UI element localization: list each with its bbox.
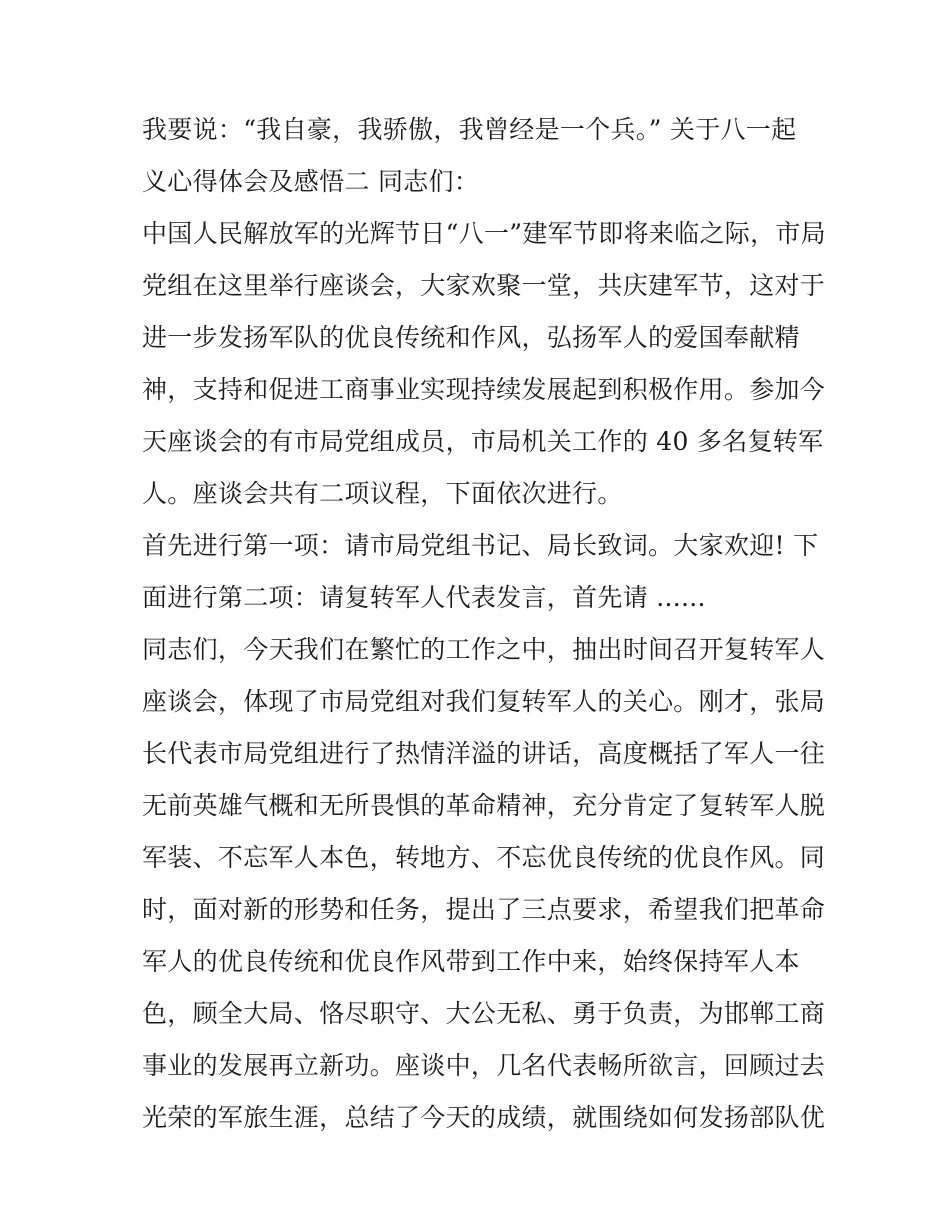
text-line: 党组在这里举行座谈会，大家欢聚一堂，共庆建军节，这对于	[142, 271, 826, 300]
text-line: 我要说：“我自豪，我骄傲，我曾经是一个兵。” 关于八一起	[142, 115, 797, 144]
text-line: 军人的优良传统和优良作风带到工作中来，始终保持军人本	[142, 947, 800, 976]
text-line: 时，面对新的形势和任务，提出了三点要求，希望我们把革命	[142, 895, 826, 924]
text-line: 色，顾全大局、恪尽职守、大公无私、勇于负责，为邯郸工商	[142, 999, 826, 1028]
text-line: 进一步发扬军队的优良传统和作风，弘扬军人的爱国奉献精	[142, 323, 800, 352]
text-line: 无前英雄气概和无所畏惧的革命精神，充分肯定了复转军人脱	[142, 791, 826, 820]
text-line: 天座谈会的有市局党组成员，市局机关工作的 40 多名复转军	[142, 427, 824, 456]
text-line: 座谈会，体现了市局党组对我们复转军人的关心。刚才，张局	[142, 687, 826, 716]
text-line: 首先进行第一项：请市局党组书记、局长致词。大家欢迎! 下	[142, 531, 819, 560]
text-line: 长代表市局党组进行了热情洋溢的讲话，高度概括了军人一往	[142, 739, 826, 768]
text-line: 面进行第二项：请复转军人代表发言，首先请 ......	[142, 583, 706, 612]
text-line: 事业的发展再立新功。座谈中，几名代表畅所欲言，回顾过去	[142, 1051, 826, 1080]
text-line: 中国人民解放军的光辉节日“八一”建军节即将来临之际，市局	[142, 219, 826, 248]
text-line: 义心得体会及感悟二 同志们：	[142, 167, 480, 196]
text-line: 神，支持和促进工商事业实现持续发展起到积极作用。参加今	[142, 375, 826, 404]
text-line: 同志们，今天我们在繁忙的工作之中，抽出时间召开复转军人	[142, 635, 826, 664]
text-line: 人。座谈会共有二项议程，下面依次进行。	[142, 479, 623, 508]
text-line: 军装、不忘军人本色，转地方、不忘优良传统的优良作风。同	[142, 843, 826, 872]
text-line: 光荣的军旅生涯，总结了今天的成绩，就围绕如何发扬部队优	[142, 1103, 826, 1132]
